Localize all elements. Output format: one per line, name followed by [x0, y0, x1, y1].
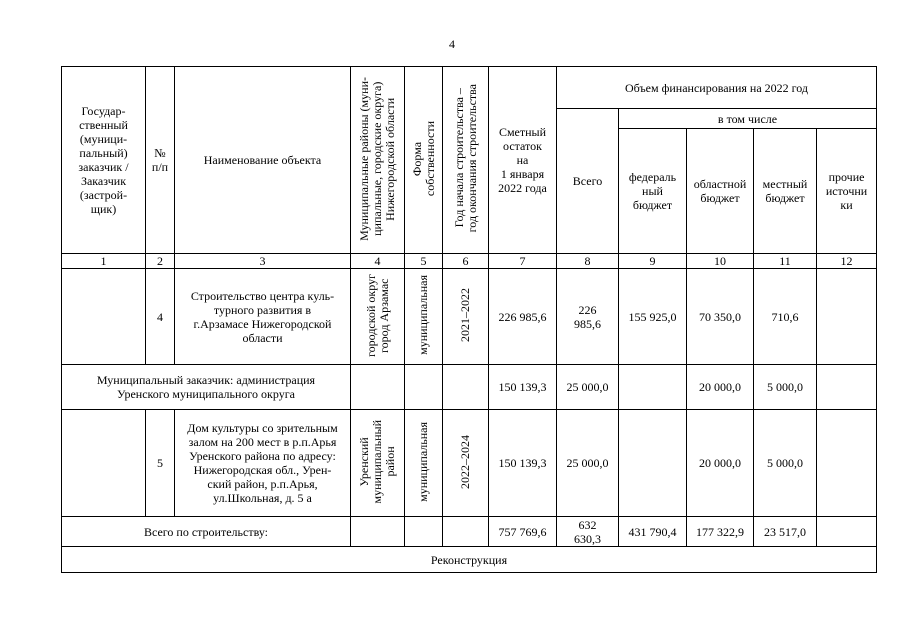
empty-cell — [443, 517, 489, 547]
ownership: муниципальная — [416, 275, 430, 355]
column-number: 8 — [557, 254, 619, 269]
object-name: Дом культуры со зрительным залом на 200 мест в р.п.Арья Уренского района по адресу: Нижегородская обл., Урен- ский район, р.п.Арья, ул.Школьная, д. 5 а — [175, 410, 351, 517]
federal — [619, 365, 687, 410]
column-number: 3 — [175, 254, 351, 269]
column-number: 4 — [351, 254, 405, 269]
header-local: местный бюджет — [754, 129, 817, 254]
customer-cell — [62, 269, 146, 365]
column-number: 1 — [62, 254, 146, 269]
column-number: 11 — [754, 254, 817, 269]
header-regional: областной бюджет — [687, 129, 754, 254]
column-number: 7 — [489, 254, 557, 269]
row-num: 4 — [146, 269, 175, 365]
row-num: 5 — [146, 410, 175, 517]
other — [817, 517, 877, 547]
empty-cell — [351, 517, 405, 547]
header-districts-cell — [351, 67, 405, 254]
federal: 431 790,4 — [619, 517, 687, 547]
header-districts: Муниципальные районы (муни- ципальные, городские округа) Нижегородской области — [357, 76, 397, 241]
header-including: в том числе — [619, 109, 877, 129]
remainder: 150 139,3 — [489, 365, 557, 410]
total: 25 000,0 — [557, 410, 619, 517]
header-years-cell — [443, 67, 489, 254]
total: 25 000,0 — [557, 365, 619, 410]
local: 710,6 — [754, 269, 817, 365]
empty-cell — [443, 365, 489, 410]
ownership-cell — [405, 410, 443, 517]
object-name: Строительство центра куль- турного развития в г.Арзамасе Нижегородской области — [175, 269, 351, 365]
other — [817, 410, 877, 517]
header-financing: Объем финансирования на 2022 год — [557, 67, 877, 109]
header-remainder: Сметный остаток на 1 января 2022 года — [489, 67, 557, 254]
other — [817, 269, 877, 365]
total-row — [62, 517, 877, 547]
regional: 20 000,0 — [687, 365, 754, 410]
empty-cell — [405, 517, 443, 547]
total: 632 630,3 — [557, 517, 619, 547]
header-other: прочие источни ки — [817, 129, 877, 254]
header-ownership-cell — [405, 67, 443, 254]
header-object-name: Наименование объекта — [175, 67, 351, 254]
empty-cell — [351, 365, 405, 410]
district-cell — [351, 410, 405, 517]
customer-cell — [62, 410, 146, 517]
federal — [619, 410, 687, 517]
customer-row — [62, 365, 877, 410]
column-number: 5 — [405, 254, 443, 269]
column-number: 6 — [443, 254, 489, 269]
regional: 177 322,9 — [687, 517, 754, 547]
ownership: муниципальная — [416, 421, 430, 502]
other — [817, 365, 877, 410]
remainder: 757 769,6 — [489, 517, 557, 547]
header-ownership: Форма собственности — [409, 120, 437, 197]
column-number: 9 — [619, 254, 687, 269]
years: 2022–2024 — [458, 434, 472, 489]
total-label: Всего по строительству: — [62, 517, 351, 547]
header-years: Год начала строительства – год окончания строительства — [451, 84, 479, 233]
local: 5 000,0 — [754, 410, 817, 517]
header-row-1 — [62, 67, 877, 109]
district-cell — [351, 269, 405, 365]
page-number: 4 — [449, 37, 455, 51]
customer-label: Муниципальный заказчик: администрация Уренского муниципального округа — [62, 365, 351, 410]
header-federal: федераль ный бюджет — [619, 129, 687, 254]
column-number: 10 — [687, 254, 754, 269]
column-number-row — [62, 254, 877, 269]
years-cell — [443, 410, 489, 517]
table-row — [62, 269, 877, 365]
column-number: 2 — [146, 254, 175, 269]
federal: 155 925,0 — [619, 269, 687, 365]
regional: 70 350,0 — [687, 269, 754, 365]
district: городской округ город Арзамас — [363, 273, 391, 357]
table-row — [62, 410, 877, 517]
section-title: Реконструкция — [62, 547, 877, 573]
empty-cell — [405, 365, 443, 410]
district: Уренский муниципальный район — [357, 419, 397, 504]
header-num: № п/п — [146, 67, 175, 254]
local: 23 517,0 — [754, 517, 817, 547]
years-cell — [443, 269, 489, 365]
regional: 20 000,0 — [687, 410, 754, 517]
local: 5 000,0 — [754, 365, 817, 410]
section-row — [62, 547, 877, 573]
ownership-cell — [405, 269, 443, 365]
header-total: Всего — [557, 109, 619, 254]
financing-table — [61, 66, 877, 573]
remainder: 150 139,3 — [489, 410, 557, 517]
column-number: 12 — [817, 254, 877, 269]
total: 226 985,6 — [557, 269, 619, 365]
header-customer: Государ- ственный (муници- пальный) заказчик / Заказчик (застрой- щик) — [62, 67, 146, 254]
remainder: 226 985,6 — [489, 269, 557, 365]
years: 2021–2022 — [458, 288, 472, 342]
